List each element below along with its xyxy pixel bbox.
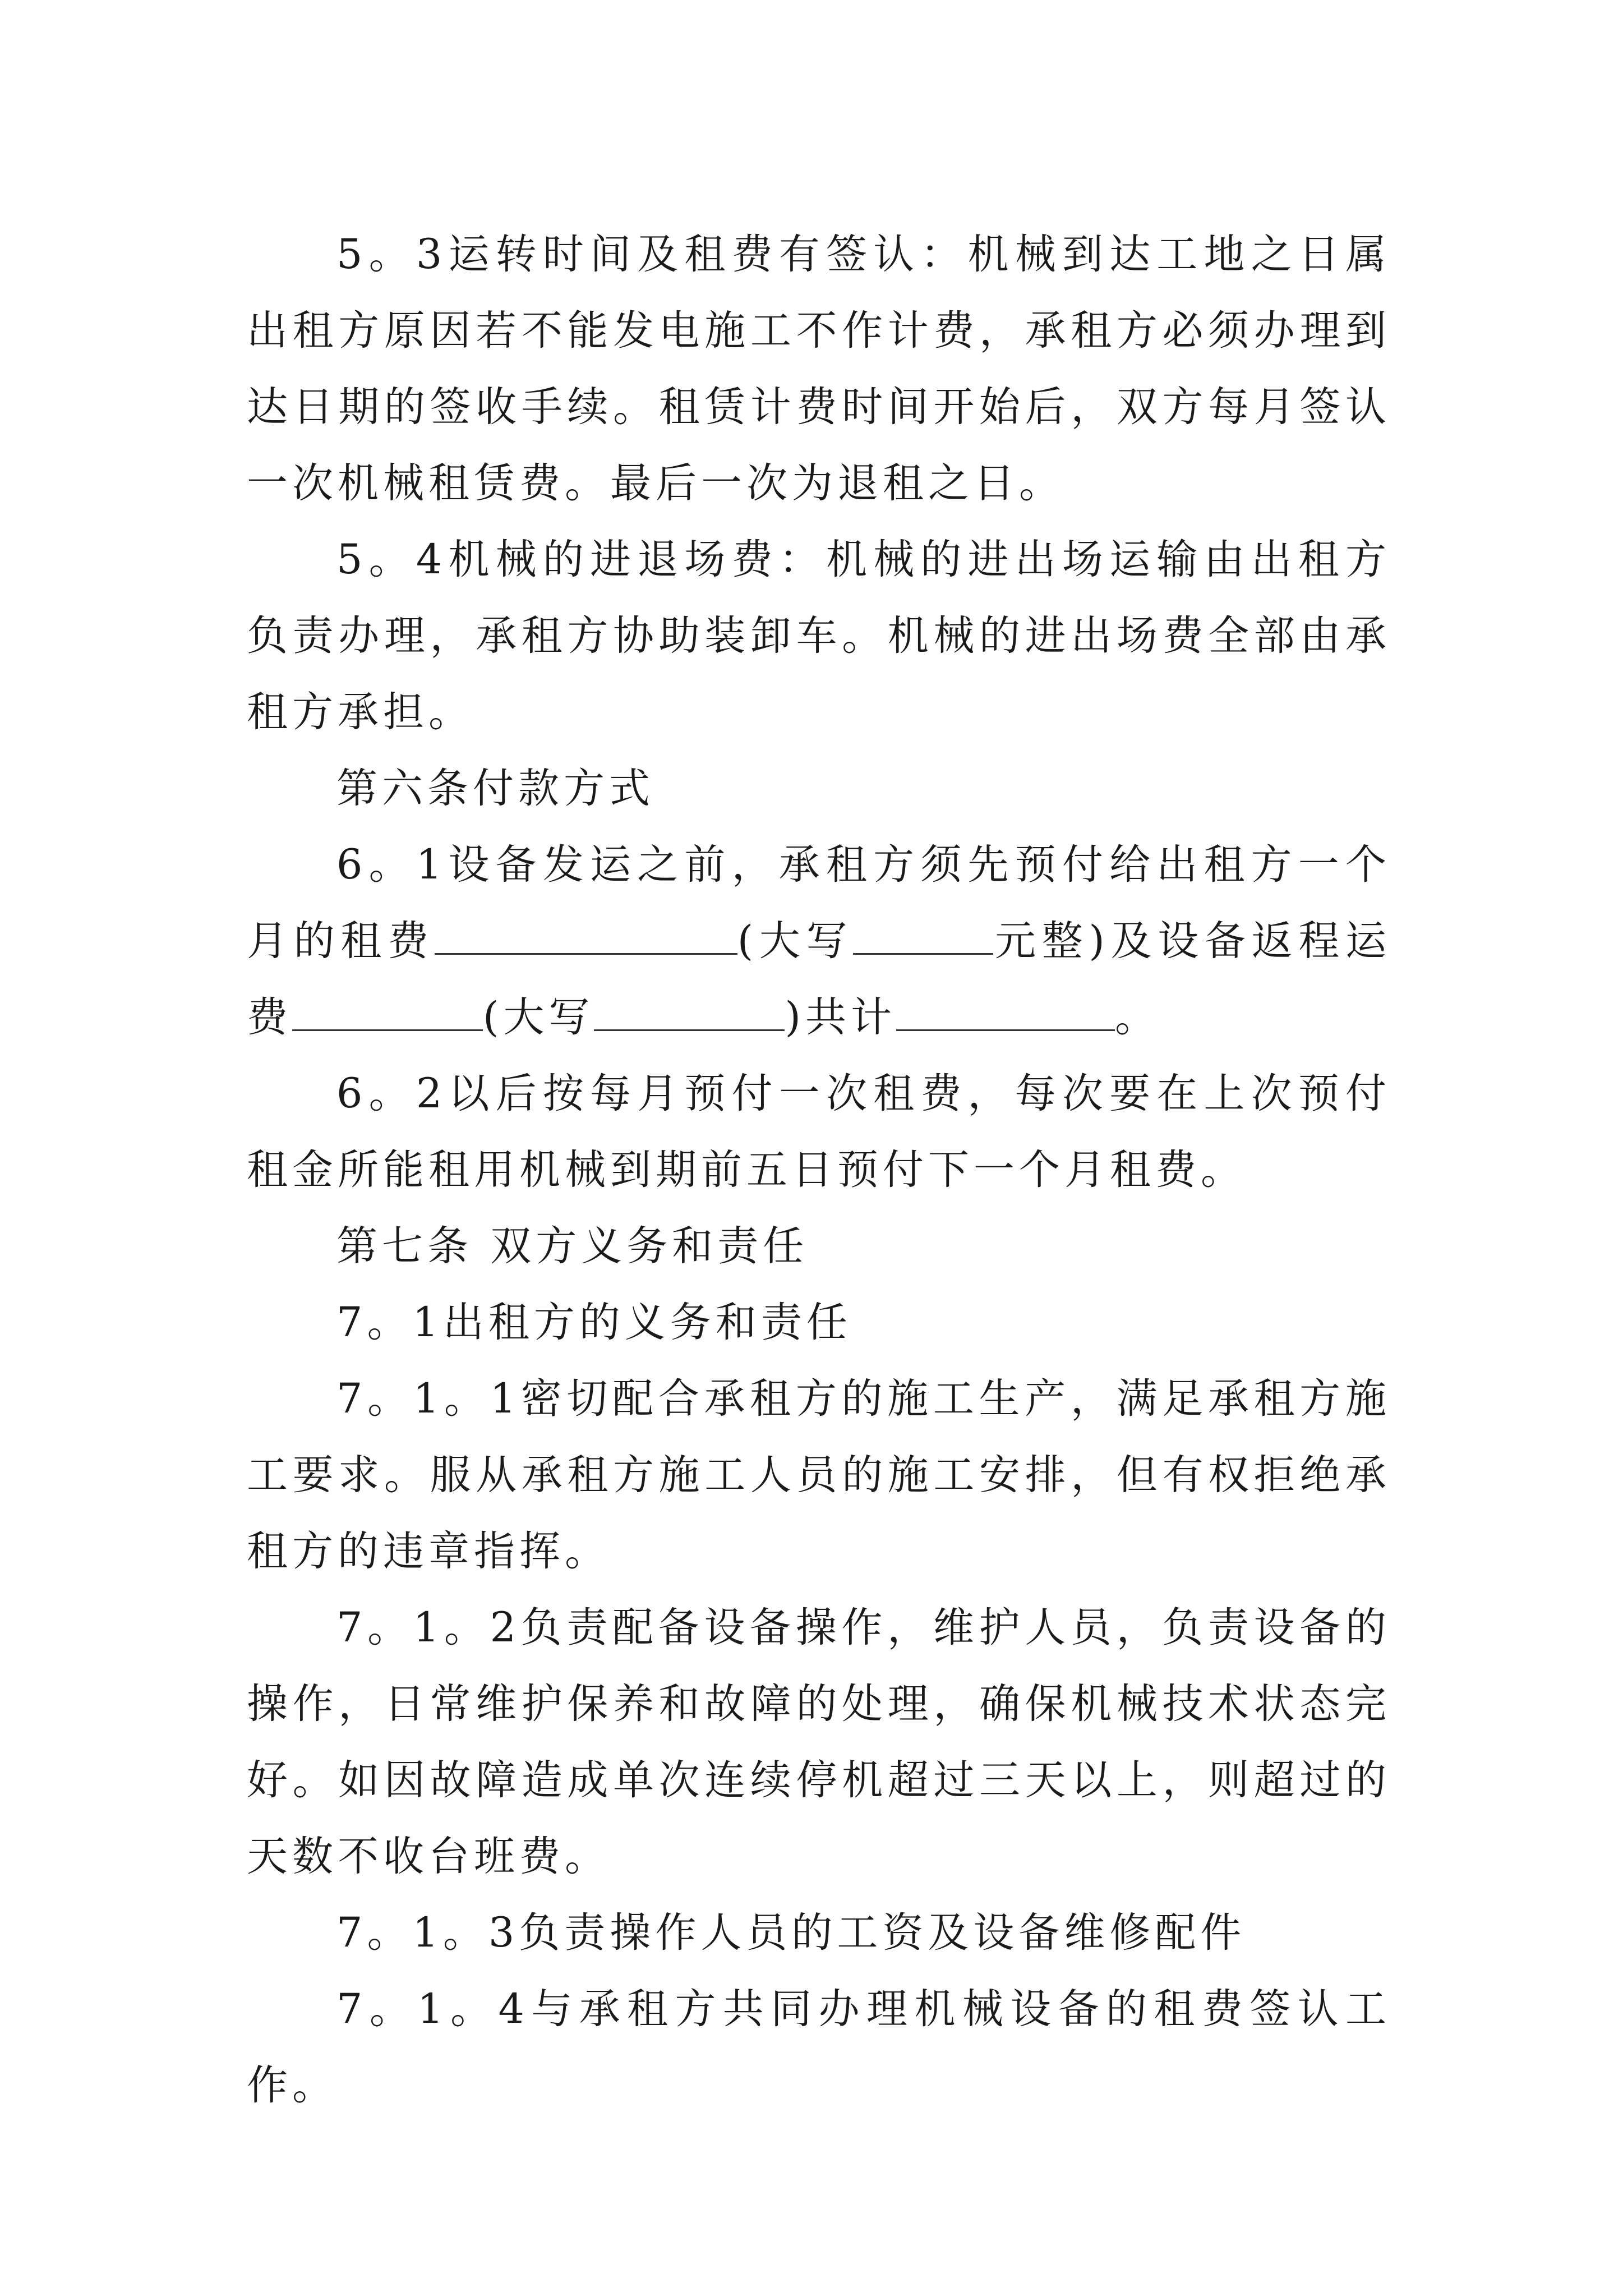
article-6-heading: 第六条付款方式 (336, 765, 654, 812)
clause-7-1-2: 7。1。2负责配备设备操作，维护人员，负责设备的操作，日常维护保养和故障的处理，确保机械技术状态完好。如因故障造成单次连续停机超过三天以上，则超过的天数不收台班费。 (247, 1604, 1391, 1880)
clause-6-1-text-e: )共计 (785, 993, 896, 1041)
clause-5-3: 5。3运转时间及租费有签认：机械到达工地之日属出租方原因若不能发电施工不作计费，承租方必须办理到达日期的签收手续。租赁计费时间开始后，双方每月签认一次机械租赁费。最后一次为退租之日。 (247, 231, 1391, 507)
rent-amount-capital-blank (853, 912, 993, 955)
clause-7-1-4: 7。1。4与承租方共同办理机械设备的租费签认工作。 (247, 1985, 1391, 2109)
clause-5-4: 5。4机械的进退场费：机械的进出场运输由出租方负责办理，承租方协助装卸车。机械的进出场费全部由承租方承担。 (247, 536, 1391, 736)
clause-7-1-1: 7。1。1密切配合承租方的施工生产，满足承租方施工要求。服从承租方施工人员的施工安排，但有权拒绝承租方的违章指挥。 (247, 1375, 1391, 1575)
clause-6-2: 6。2以后按每月预付一次租费，每次要在上次预付租金所能租用机械到期前五日预付下一个月租费。 (247, 1070, 1391, 1194)
article-7-heading: 第七条 双方义务和责任 (336, 1222, 809, 1270)
clause-6-1-text-a: 6。1设备发运之前，承租方须先预付给出租方一个月的租费 (247, 841, 1391, 965)
clause-7-1-heading: 7。1出租方的义务和责任 (336, 1299, 852, 1346)
document-body (247, 217, 1391, 2124)
return-freight-blank (292, 988, 483, 1031)
return-freight-capital-blank (594, 988, 785, 1031)
clause-7-1-3: 7。1。3负责操作人员的工资及设备维修配件 (336, 1909, 1246, 1957)
rent-amount-blank (435, 912, 737, 955)
clause-6-1-text-b: (大写 (737, 917, 854, 965)
clause-6-1-text-d: (大写 (483, 993, 594, 1041)
clause-6-1-text-c: 元整)及设备返程运费 (247, 917, 1391, 1041)
clause-6-1 (247, 827, 1391, 1056)
total-amount-blank (896, 988, 1115, 1031)
clause-6-1-text-f: 。 (1114, 993, 1160, 1041)
